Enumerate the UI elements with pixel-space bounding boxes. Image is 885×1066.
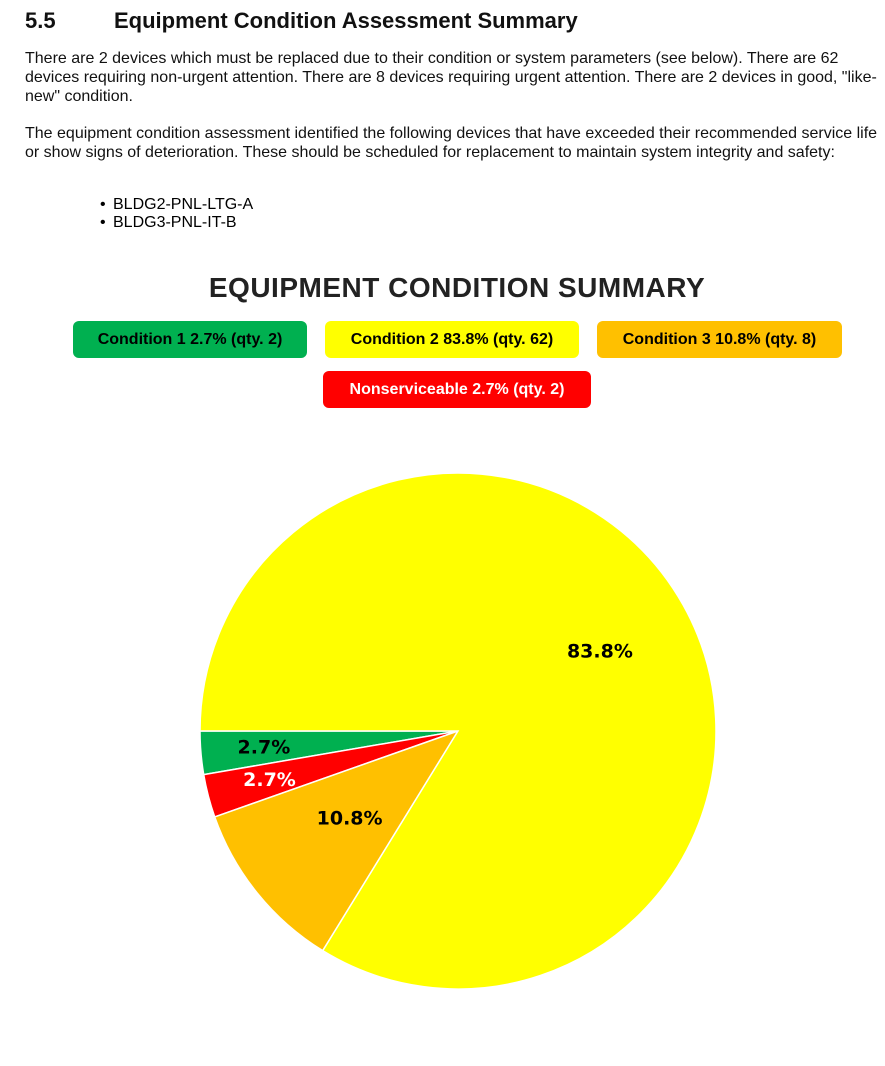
summary-paragraph: There are 2 devices which must be replaced due to their condition or system parameters (see below). There are 62 devices requiring non-urgent attention. There are 8 devices requiring urgent attention. There are 2 devices in good, "like-new" condition.	[25, 50, 877, 105]
list-item: • BLDG3-PNL-IT-B	[100, 214, 253, 232]
slice-label-nonserviceable: 2.7%	[243, 769, 296, 792]
slice-label-condition-1: 2.7%	[237, 736, 291, 759]
legend-item-condition-3: Condition 3 10.8% (qty. 8)	[597, 321, 842, 358]
replacement-paragraph: The equipment condition assessment identified the following devices that have exceeded their recommended service life or show signs of deterioration. These should be scheduled for replacement to maintain system integrity and safety:	[25, 125, 878, 161]
legend-item-condition-2: Condition 2 83.8% (qty. 62)	[325, 321, 579, 358]
section-title: Equipment Condition Assessment Summary	[114, 8, 578, 33]
legend-item-condition-1: Condition 1 2.7% (qty. 2)	[73, 321, 307, 358]
section-number: 5.5	[25, 8, 56, 33]
list-item: • BLDG2-PNL-LTG-A	[100, 196, 253, 214]
slice-label-condition-2: 83.8%	[566, 640, 633, 663]
legend-item-nonserviceable: Nonserviceable 2.7% (qty. 2)	[323, 371, 591, 408]
chart-title: EQUIPMENT CONDITION SUMMARY	[208, 272, 706, 303]
slice-label-condition-3: 10.8%	[316, 807, 383, 830]
